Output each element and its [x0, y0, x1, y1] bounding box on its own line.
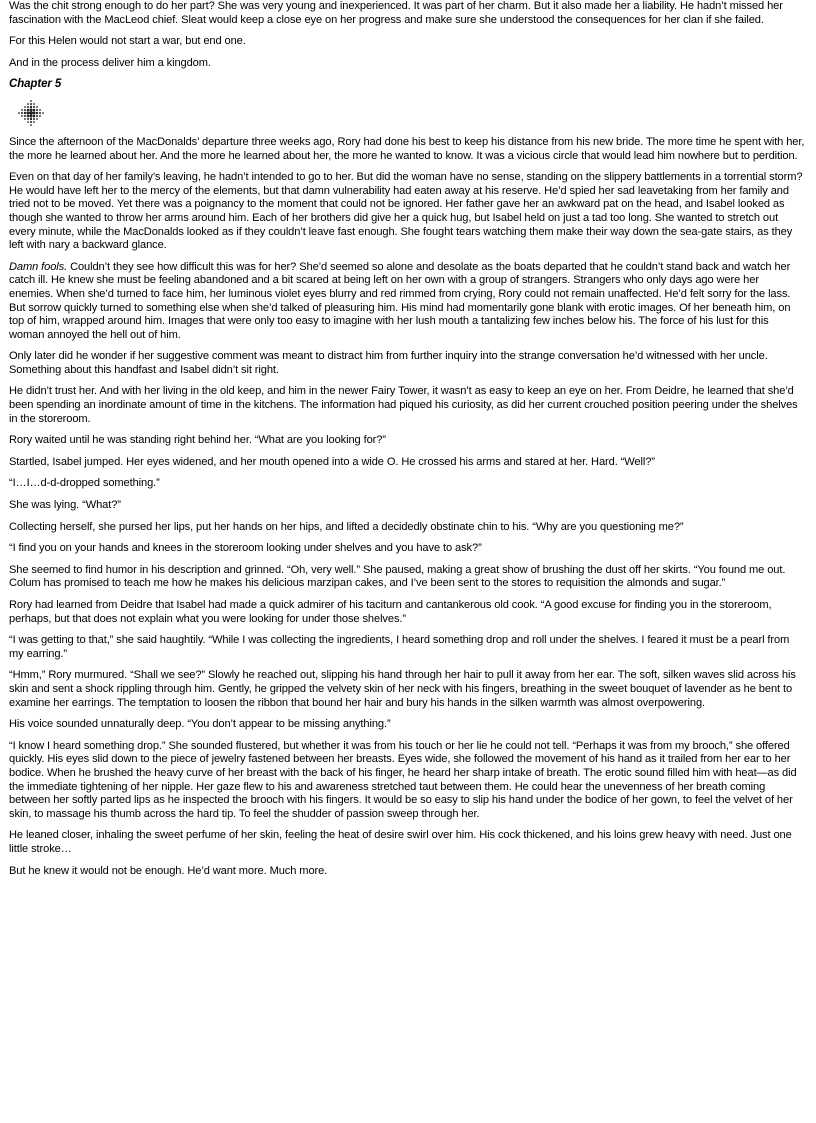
- paragraph: Rory had learned from Deidre that Isabel had made a quick admirer of his taciturn and cantankerous old cook. “A good excuse for finding you in the storeroom, perhaps, but that does not explain what you were looking for under those shelves.”: [9, 599, 772, 625]
- paragraph: She was lying. “What?”: [9, 499, 121, 512]
- chapter-title: Chapter 5: [9, 78, 62, 91]
- paragraph: “I was getting to that,” she said haughtily. “While I was collecting the ingredients, I heard something drop and roll under the shelves. I feared it must be a pearl from my earring.”: [9, 634, 790, 660]
- paragraph: [9, 261, 806, 343]
- paragraph: Only later did he wonder if her suggestive comment was meant to distract him from further inquiry into the strange conversation he’d witnessed with her uncle. Something about this handfast and Isabel didn’t sit right.: [9, 350, 768, 376]
- paragraph: He didn’t trust her. And with her living in the old keep, and him in the newer Fairy Tower, it wasn’t as easy to keep an eye on her. From Deidre, he learned that she’d been spending an inordinate amount of time in the kitchens. The information had piqued his curiosity, as did her current crouched position peering under the shelves in the storeroom.: [9, 385, 798, 425]
- paragraph: Startled, Isabel jumped. Her eyes widened, and her mouth opened into a wide O. He crossed his arms and stared at her. Hard. “Well?”: [9, 455, 655, 468]
- paragraph: Was the chit strong enough to do her part? She was very young and inexperienced. It was part of her charm. But it also made her a liability. He hadn’t missed her fascination with the MacLeod chief. Sleat would keep a close eye on her progress and make sure she understood the consequences for her clan if she failed.: [9, 0, 783, 26]
- paragraph: But he knew it would not be enough. He’d want more. Much more.: [9, 864, 328, 877]
- paragraph: Collecting herself, she pursed her lips, put her hands on her hips, and lifted a decidedly obstinate chin to his. “Why are you questioning me?”: [9, 520, 684, 533]
- paragraph: “Hmm,” Rory murmured. “Shall we see?” Slowly he reached out, slipping his hand through her hair to pull it away from her ear. The soft, silken waves slid across his skin and sent a shock rippling through him. Gently, he gripped the velvety skin of her neck with his fingers, breathing in the sweet bouquet of lavender as he bent to examine her earrings. The temptation to loosen the ribbon that bound her hair and bury his hands in the silken warmth was almost overpowering.: [9, 669, 796, 709]
- paragraph-rest: Couldn’t they see how difficult this was for her? She’d seemed so alone and desolate as the boats departed that he couldn’t stand back and watch her catch ill. He knew she must be feeling abandoned and a bit scared at being left on her own with a group of strangers. Strangers who only days ago were her enemies. When she’d turned to face him, her luminous violet eyes blurry and red rimmed from crying, Rory could not remain unaffected. He’d felt sorry for the lass. But sorrow quickly turned to something else when she’d talked of pleasuring him. His mind had momentarily gone blank with erotic images. Of her beneath him, on top of him, wrapped around him. Images that were only too easy to imagine with her lush mouth a tantalizing few inches below his. The force of his lust for this woman annoyed the hell out of him.: [9, 260, 791, 341]
- paragraph: “I know I heard something drop.” She sounded flustered, but whether it was from his touch or her lie he could not tell. “Perhaps it was from my brooch,” she offered quickly. His eyes slid down to the piece of jewelry fastened between her breasts. Eyes wide, she followed the movement of his hand as it trailed from her ear to her bodice. When he brushed the heavy curve of her breast with the back of his finger, he heard her sharp intake of breath. The erotic sound filled him with heat—as did the immediate tightening of her nipple. Her gaze flew to his and awareness stretched taut between them. He could hear the unevenness of her breath coming between her softly parted lips as he inspected the brooch with his fingers. It would be so easy to slip his hand under the bodice of her gown, to feel the velvet of her skin, to massage his thumb across the hard tip. To feel the shudder of passion sweep through her.: [9, 739, 797, 820]
- paragraph: He leaned closer, inhaling the sweet perfume of her skin, feeling the heat of desire swirl over him. His cock thickened, and his loins grew heavy with need. Just one little stroke…: [9, 829, 792, 855]
- italic-lead: Damn fools.: [9, 260, 68, 273]
- paragraph: His voice sounded unnaturally deep. “You don’t appear to be missing anything.”: [9, 718, 391, 731]
- paragraph: Rory waited until he was standing right behind her. “What are you looking for?”: [9, 434, 386, 447]
- paragraph: For this Helen would not start a war, but end one.: [9, 35, 246, 48]
- diamond-dot-ornament-icon: [11, 98, 51, 128]
- paragraph: Even on that day of her family’s leaving, he hadn’t intended to go to her. But did the woman have no sense, standing on the slippery battlements in a torrential storm? He would have left her to the mercy of the elements, but that damn vulnerability had eaten away at his reserve. He’d spied her sad leavetaking from her family and tried not to be moved. Yet there was a poignancy to the moment that could not be ignored. Her father gave her an awkward pat on the head, and Isabel looked as though she wanted to throw her arms around him. Each of her brothers did give her a quick hug, but Isabel held on just a tad too long. She wanted to stretch out every minute, while the MacDonalds looked as if they couldn’t leave fast enough. She fought tears watching them make their way down the sea-gate stairs, as they left with nary a backward glance.: [9, 171, 803, 252]
- paragraph: She seemed to find humor in his description and grinned. “Oh, very well.” She paused, making a great show of brushing the dust off her skirts. “You found me out. Colum has promised to teach me how he makes his delicious marzipan cakes, and I’ve been sent to the stores to requisition the almonds and sugar.”: [9, 563, 786, 590]
- paragraph: Since the afternoon of the MacDonalds’ departure three weeks ago, Rory had done his best to keep his distance from his new bride. The more time he spent with her, the more he learned about her. And the more he learned about her, the more he wanted to know. It was a vicious circle that would lead him nowhere but to perdition.: [9, 135, 805, 162]
- paragraph: “I find you on your hands and knees in the storeroom looking under shelves and you have to ask?”: [9, 542, 482, 555]
- paragraph: “I…I…d-d-dropped something.”: [9, 477, 160, 490]
- paragraph: And in the process deliver him a kingdom.: [9, 56, 211, 69]
